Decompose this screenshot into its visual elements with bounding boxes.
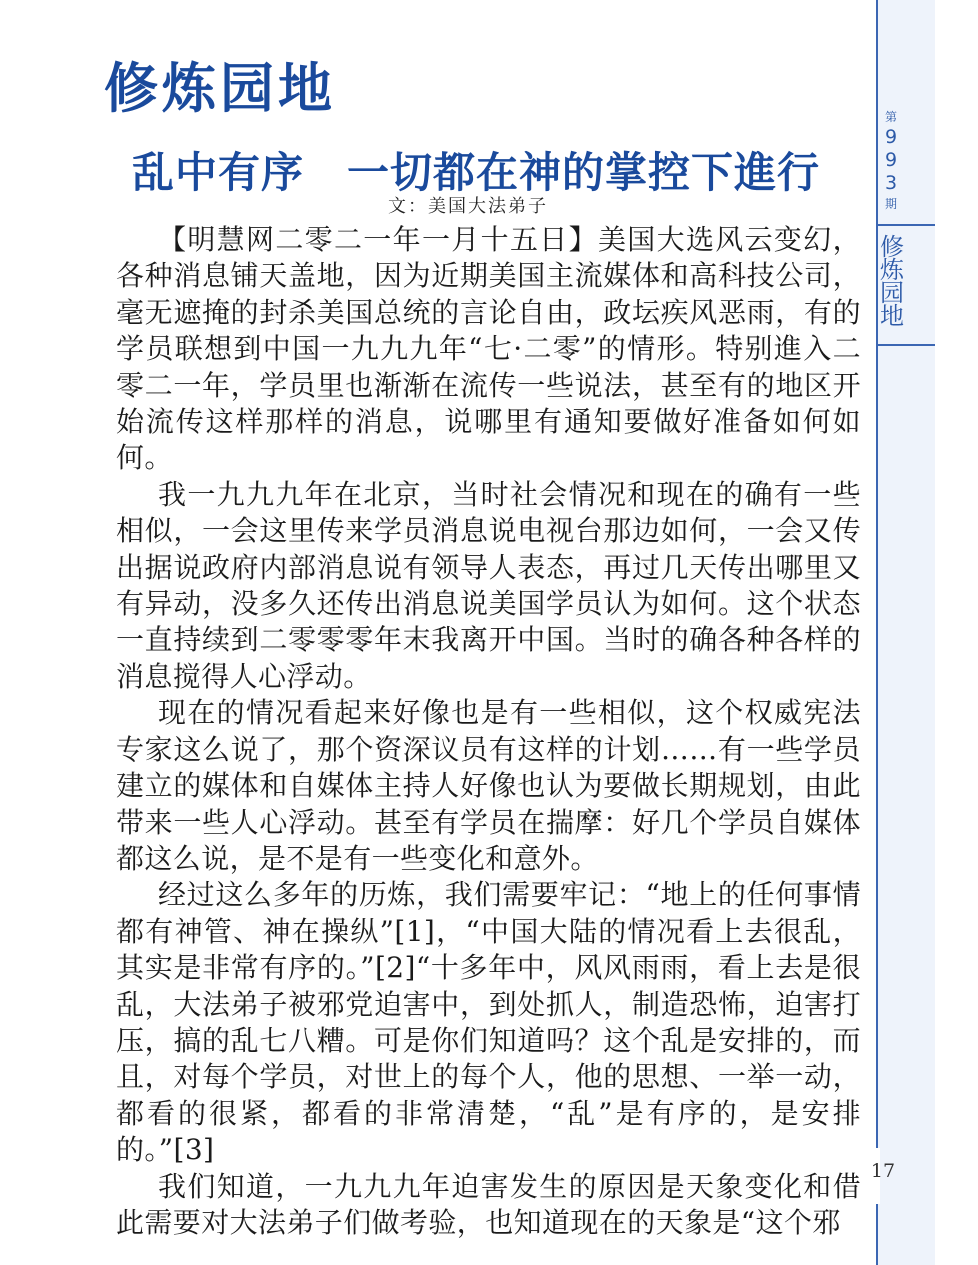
section-char: 修 (880, 233, 904, 261)
section-separator-top (878, 224, 935, 226)
article-title: 乱中有序 一切都在神的掌控下進行 (132, 148, 821, 197)
issue-number (878, 108, 904, 213)
body-paragraph: 【明慧网二零二一年一月十五日】美国大选风云变幻，各种消息铺天盖地，因为近期美国主流媒体和高科技公司，毫无遮掩的封杀美国总统的言论自由，政坛疾风恶雨，有的学员联想到中国一九九九年“七·二零”的情形。特别進入二零二一年，学员里也渐渐在流传一些说法，甚至有的地区开始流传这样那样的消息，说哪里有通知要做好准备如何如何。 (116, 223, 861, 475)
body-paragraph: 现在的情况看起来好像也是有一些相似，这个权威宪法专家这么说了，那个资深议员有这样的计划……有一些学员建立的媒体和自媒体主持人好像也认为要做长期规划，由此带来一些人心浮动。甚至有学员在揣摩：好几个学员自媒体都这么说，是不是有一些变化和意外。 (116, 696, 861, 875)
section-separator-bottom (878, 344, 935, 346)
section-char: 地 (880, 302, 904, 330)
issue-suffix: 期 (884, 197, 897, 211)
body-paragraph: 我一九九九年在北京，当时社会情况和现在的确有一些相似，一会这里传来学员消息说电视台那边如何，一会又传出据说政府内部消息说有领导人表态，再过几天传出哪里又有异动，没多久还传出消息说美国学员认为如何。这个状态一直持续到二零零零年末我离开中国。当时的确各种各样的消息搅得人心浮动。 (116, 477, 861, 693)
section-char: 炼 (880, 256, 904, 284)
column-title: 修炼园地 (104, 57, 336, 120)
body-paragraph: 经过这么多年的历炼，我们需要牢记：“地上的任何事情都有神管、神在操纵”[1]，“中国大陆的情况看上去很乱，其实是非常有序的。”[2]“十多年中，风风雨雨，看上去是很乱，大法弟子被邪党迫害中，到处抓人，制造恐怖，迫害打压，搞的乱七八糟。可是你们知道吗？这个乱是安排的，而且，对每个学员，对世上的每个人，他的思想、一举一动，都看的很紧，都看的非常清楚，“乱”是有序的，是安排的。”[3] (116, 878, 861, 1167)
article-body (116, 222, 861, 1241)
issue-digit: 9 (884, 149, 898, 171)
article-byline: 文：美国大法弟子 (388, 196, 548, 217)
section-char: 园 (880, 279, 904, 307)
body-paragraph: 我们知道，一九九九年迫害发生的原因是天象变化和借此需要对大法弟子们做考验，也知道现在的天象是“这个邪 (116, 1169, 861, 1239)
issue-prefix: 第 (884, 110, 897, 124)
section-label-vertical (878, 233, 906, 330)
page-number: 17 (870, 1160, 896, 1182)
issue-digit: 3 (884, 172, 898, 194)
issue-digit: 9 (884, 126, 898, 148)
